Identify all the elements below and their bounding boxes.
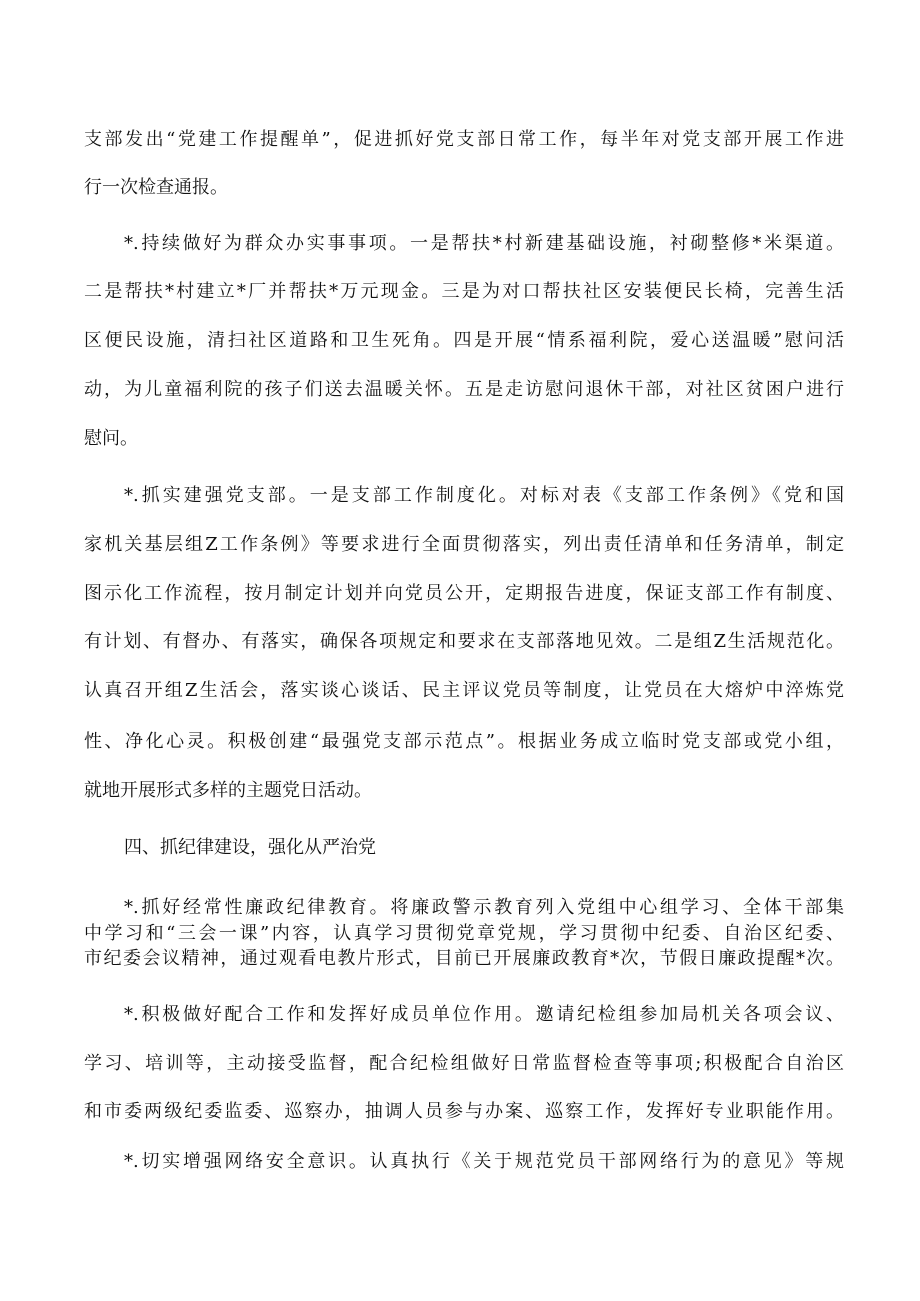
text-line: 就地开展形式多样的主题党日活动。 — [84, 780, 372, 801]
section-heading: 四、抓纪律建设，强化从严治党 — [124, 837, 376, 858]
text-line: 动，为儿童福利院的孩子们送去温暖关怀。五是走访慰问退休干部，对社区贫困户进行 — [84, 379, 844, 400]
text-line: 市纪委会议精神，通过观看电教片形式，目前已开展廉政教育*次，节假日廉政提醒*次。 — [84, 948, 844, 969]
text-line: 有计划、有督办、有落实，确保各项规定和要求在支部落地见效。二是组Z生活规范化。 — [84, 631, 844, 652]
text-line: 中学习和“三会一课”内容，认真学习贯彻党章党规，学习贯彻中纪委、自治区纪委、 — [84, 923, 844, 944]
text-line: 慰问。 — [84, 428, 138, 449]
text-line: 图示化工作流程，按月制定计划并向党员公开，定期报告进度，保证支部工作有制度、 — [84, 583, 844, 604]
text-line: 区便民设施，清扫社区道路和卫生死角。四是开展“情系福利院，爱心送温暖”慰问活 — [84, 330, 844, 351]
text-line: 性、净化心灵。积极创建“最强党支部示范点”。根据业务成立临时党支部或党小组， — [84, 731, 844, 752]
paragraph-first-line: *.持续做好为群众办实事事项。一是帮扶*村新建基础设施，衬砌整修*米渠道。 — [124, 233, 844, 254]
text-line: 二是帮扶*村建立*厂并帮扶*万元现金。三是为对口帮扶社区安装便民长椅，完善生活 — [84, 281, 844, 302]
paragraph-first-line: *.切实增强网络安全意识。认真执行《关于规范党员干部网络行为的意见》等规 — [124, 1151, 844, 1172]
paragraph-first-line: *.积极做好配合工作和发挥好成员单位作用。邀请纪检组参加局机关各项会议、 — [124, 1004, 844, 1025]
text-line: 认真召开组Z生活会，落实谈心谈话、民主评议党员等制度，让党员在大熔炉中淬炼党 — [84, 680, 844, 701]
paragraph-first-line: *.抓好经常性廉政纪律教育。将廉政警示教育列入党组中心组学习、全体干部集 — [124, 897, 844, 918]
text-line: 和市委两级纪委监委、巡察办，抽调人员参与办案、巡察工作，发挥好专业职能作用。 — [84, 1101, 844, 1122]
text-line: 学习、培训等，主动接受监督，配合纪检组做好日常监督检查等事项;积极配合自治区 — [84, 1053, 844, 1074]
paragraph-first-line: *.抓实建强党支部。一是支部工作制度化。对标对表《支部工作条例》《党和国 — [124, 485, 844, 506]
text-line: 行一次检查通报。 — [84, 177, 228, 198]
text-line: 家机关基层组Z工作条例》等要求进行全面贯彻落实，列出责任清单和任务清单，制定 — [84, 534, 844, 555]
text-line: 支部发出“党建工作提醒单”，促进抓好党支部日常工作，每半年对党支部开展工作进 — [84, 129, 844, 150]
